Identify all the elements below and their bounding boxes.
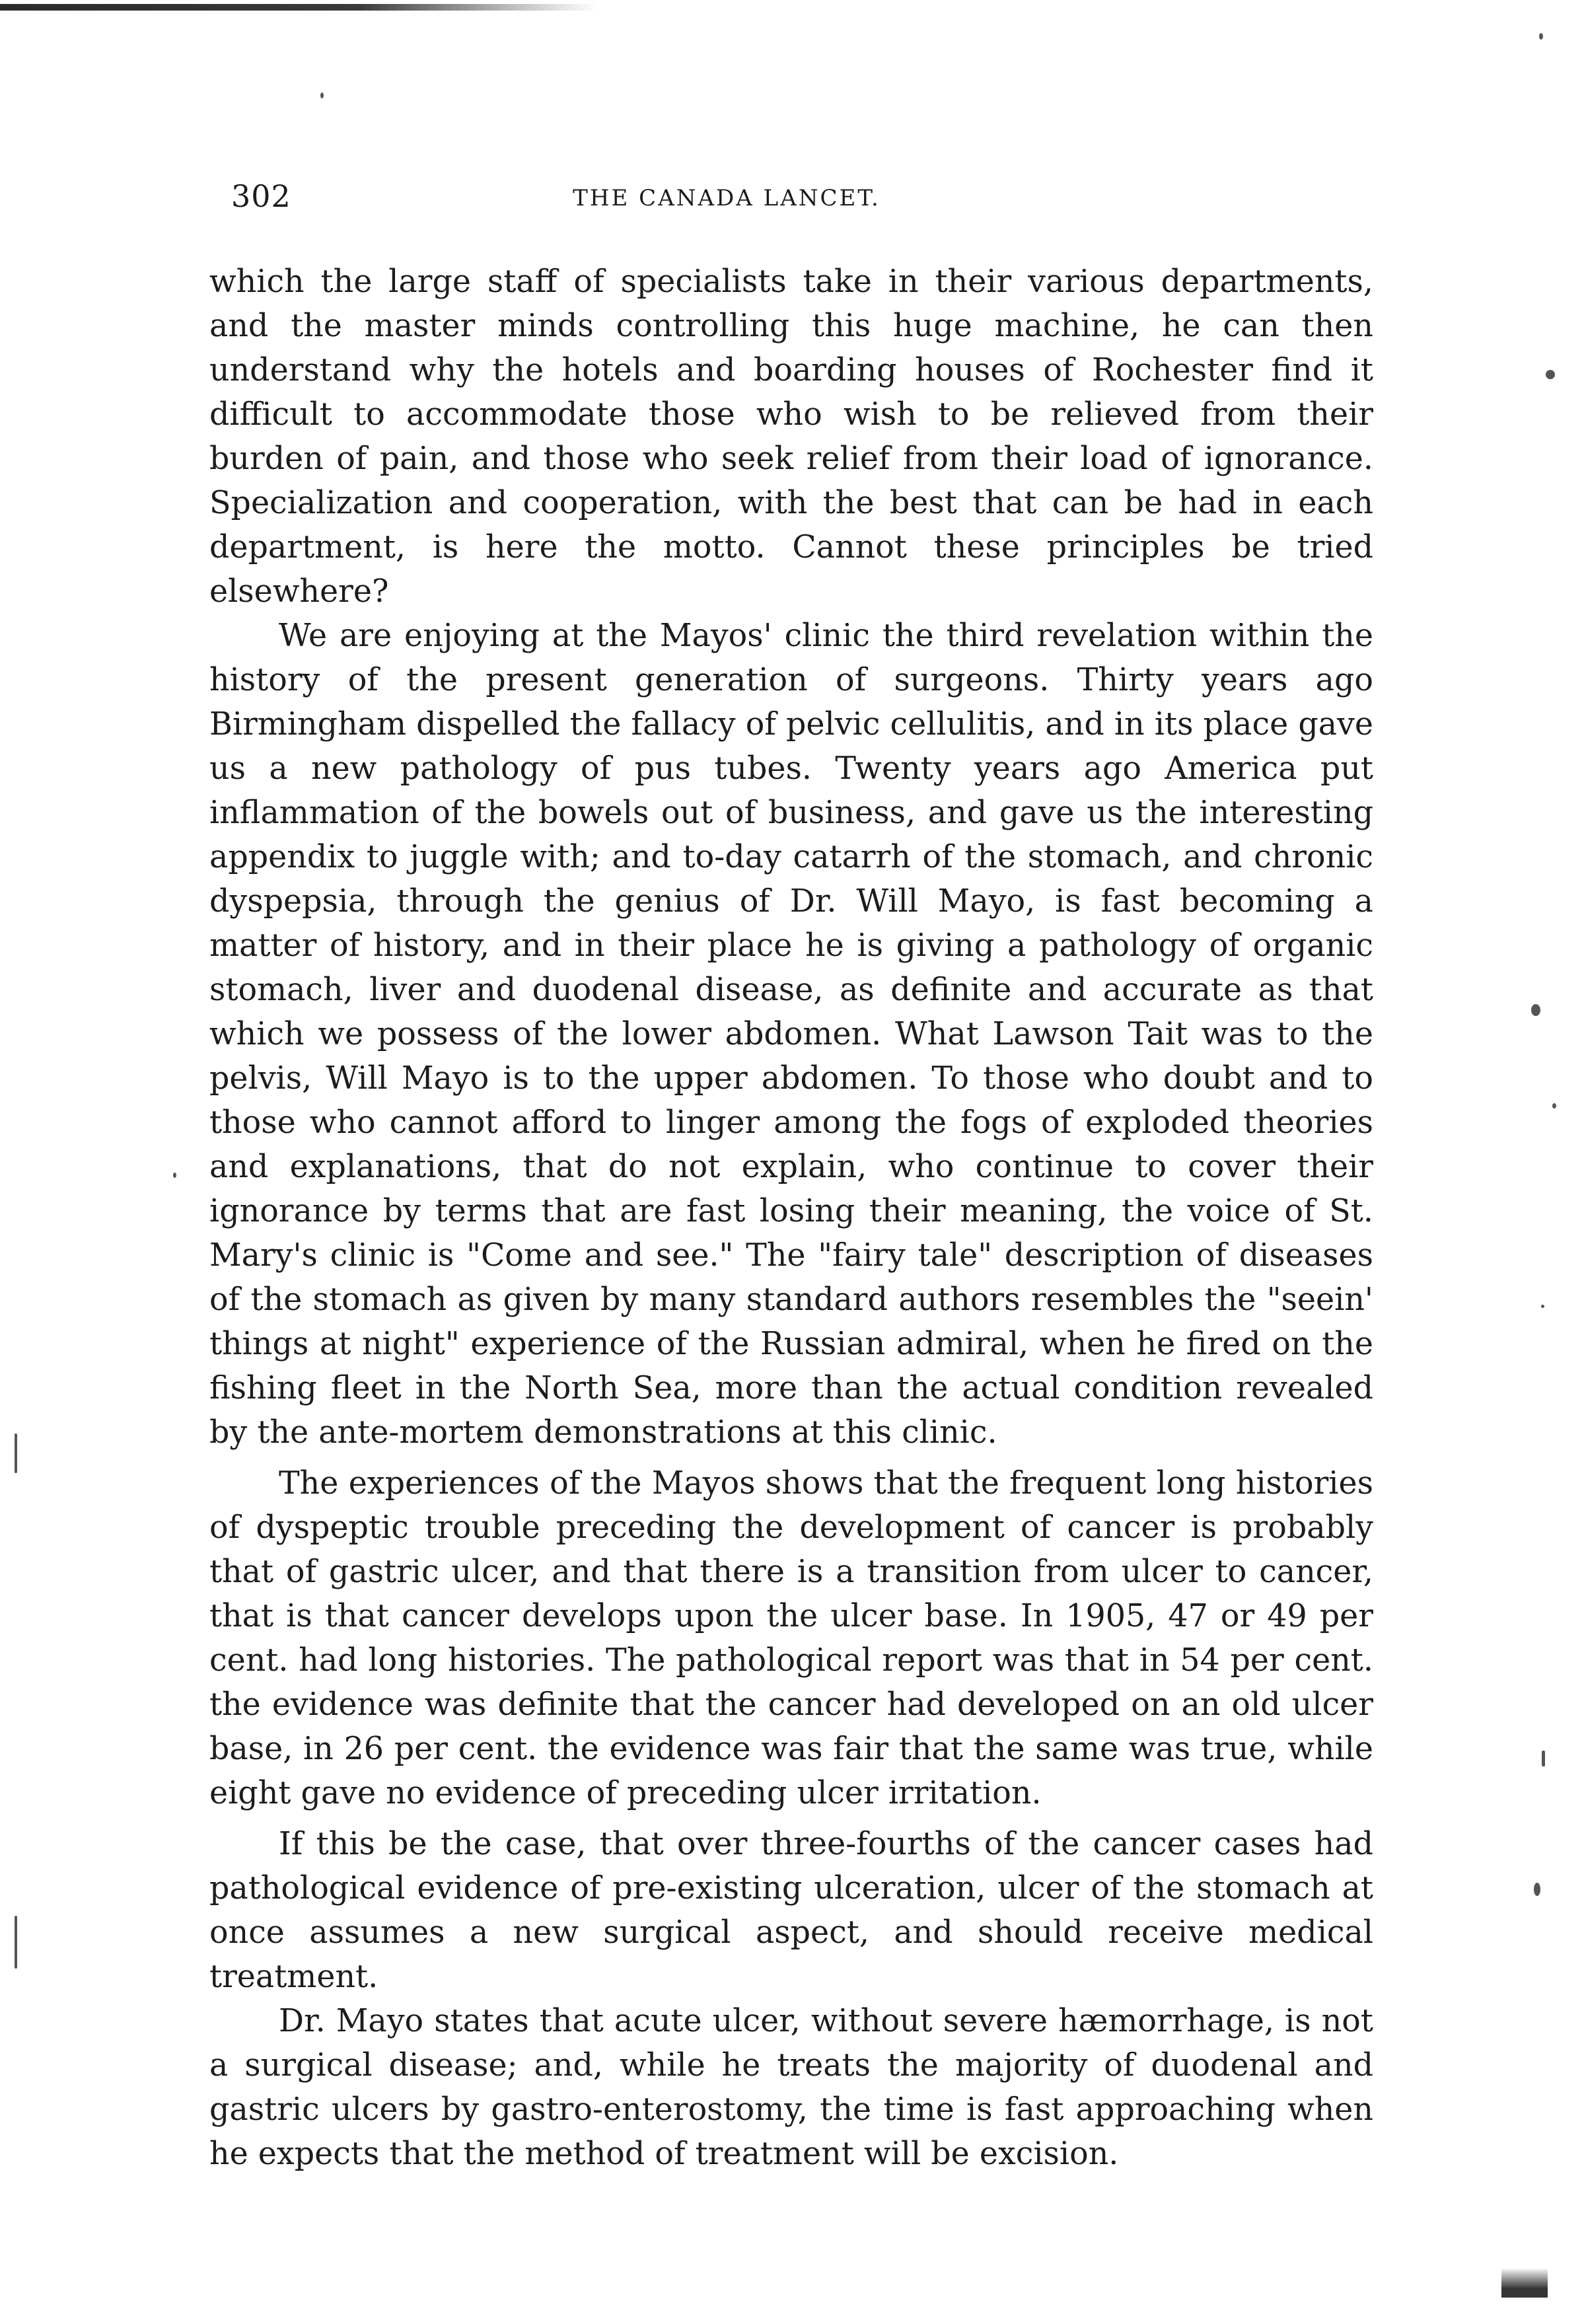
paragraph-4: If this be the case, that over three-fourths of the cancer cases had pathological evidence of pre-existing ulceration, ulcer of the stomach at once assumes a new surgical aspect, and should receive medical treatment.: [209, 1826, 1373, 1995]
paragraph-3: The experiences of the Mayos shows that the frequent long histories of dyspeptic trouble preceding the development of cancer is probably that of gastric ulcer, and that there is a transition from ulcer to cancer, that is that cancer develops upon the ulcer base. In 1905, 47 or 49 per cent. had long histories. The pathological report was that in 54 per cent. the evidence was definite that the cancer had developed on an old ulcer base, in 26 per cent. the evidence was fair that the same was true, while eight gave no evidence of preceding ulcer irritation.: [209, 1465, 1373, 1811]
paragraph-2: We are enjoying at the Mayos' clinic the third revelation within the history of the present generation of surgeons. Thirty years ago Birmingham dispelled the fallacy of pelvic cellulitis, and in its place gave us a new pathology of pus tubes. Twenty years ago America put inflammation of the bowels out of business, and gave us the interesting appendix to juggle with; and to-day catarrh of the stomach, and chronic dyspepsia, through the genius of Dr. Will Mayo, is fast becoming a matter of history, and in their place he is giving a pathology of organic stomach, liver and duodenal disease, as definite and accurate as that which we possess of the lower abdomen. What Lawson Tait was to the pelvis, Will Mayo is to the upper abdomen. To those who doubt and to those who cannot afford to linger among the fogs of exploded theories and explanations, that do not explain, who continue to cover their ignorance by terms that are fast losing their meaning, the voice of St. Mary's clinic is "Come and see." The "fairy tale" description of diseases of the stomach as given by many standard authors resembles the "seein' things at night" experience of the Russian admiral, when he fired on the fishing fleet in the North Sea, more than the actual condition revealed by the ante-mortem demonstrations at this clinic.: [209, 618, 1373, 1451]
scan-edge-rule: [0, 4, 598, 11]
page-header: [231, 178, 1169, 225]
scan-speck: [173, 1173, 176, 1178]
scan-speck: [320, 92, 324, 98]
page-number: 302: [231, 178, 291, 214]
running-head: THE CANADA LANCET.: [573, 185, 881, 211]
paragraph-5: Dr. Mayo states that acute ulcer, without severe hæmorrhage, is not a surgical disease; and, while he treats the majority of duodenal and gastric ulcers by gastro-enterostomy, the time is fast approaching when he expects that the method of treatment will be excision.: [209, 2003, 1373, 2172]
scan-speck: [1542, 1751, 1545, 1766]
scan-speck: [1534, 1883, 1540, 1896]
scan-speck: [1531, 1004, 1540, 1016]
scan-speck: [1546, 370, 1555, 379]
scan-speck: [1552, 1103, 1556, 1108]
scan-speck: [15, 1916, 17, 1969]
body-text: [209, 260, 1373, 2176]
scan-speck: [15, 1434, 17, 1473]
paragraph-1: which the large staff of specialists take in their various departments, and the master minds controlling this huge machine, he can then understand why the hotels and boarding houses of Rochester find it difficult to accommodate those who wish to be relieved from their burden of pain, and those who seek relief from their load of ignorance. Specialization and cooperation, with the best that can be had in each department, is here the motto. Cannot these principles be tried elsewhere?: [209, 264, 1373, 610]
scan-corner-mark: [1501, 2268, 1548, 2298]
scan-speck: [1539, 33, 1543, 40]
scan-speck: [1541, 1305, 1544, 1308]
